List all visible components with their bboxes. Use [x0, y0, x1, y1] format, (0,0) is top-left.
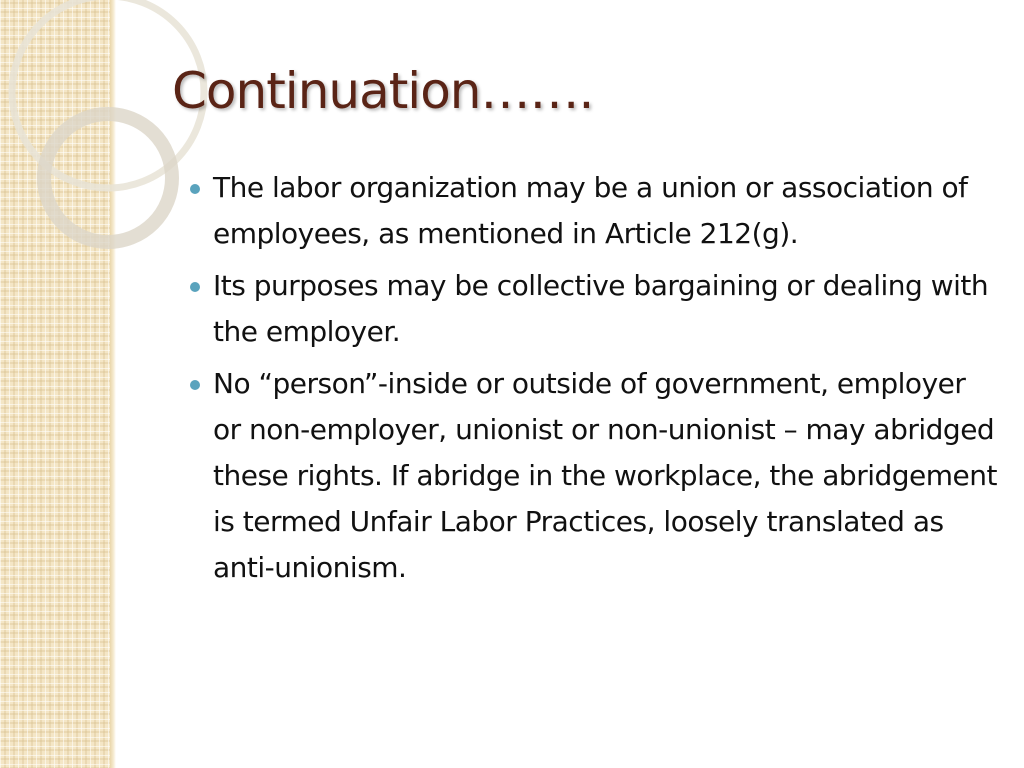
bullet-icon: [190, 282, 200, 292]
bullet-list: [190, 165, 1000, 597]
bullet-icon: [190, 184, 200, 194]
bullet-icon: [190, 380, 200, 390]
bullet-item: [190, 263, 1000, 355]
bullet-text: The labor organization may be a union or association of employees, as mentioned in Article 212(g).: [213, 171, 968, 250]
bullet-item: [190, 165, 1000, 257]
bullet-text: No “person”-inside or outside of government, employer or non-employer, unionist or non-unionist – may abridged these rights. If abridge in the workplace, the abridgement is termed Unfair Labor Practices, loosely translated as anti-unionism.: [213, 367, 997, 584]
slide-title: Continuation…….: [172, 62, 594, 120]
bullet-item: [190, 361, 1000, 591]
bullet-text: Its purposes may be collective bargaining or dealing with the employer.: [213, 269, 989, 348]
